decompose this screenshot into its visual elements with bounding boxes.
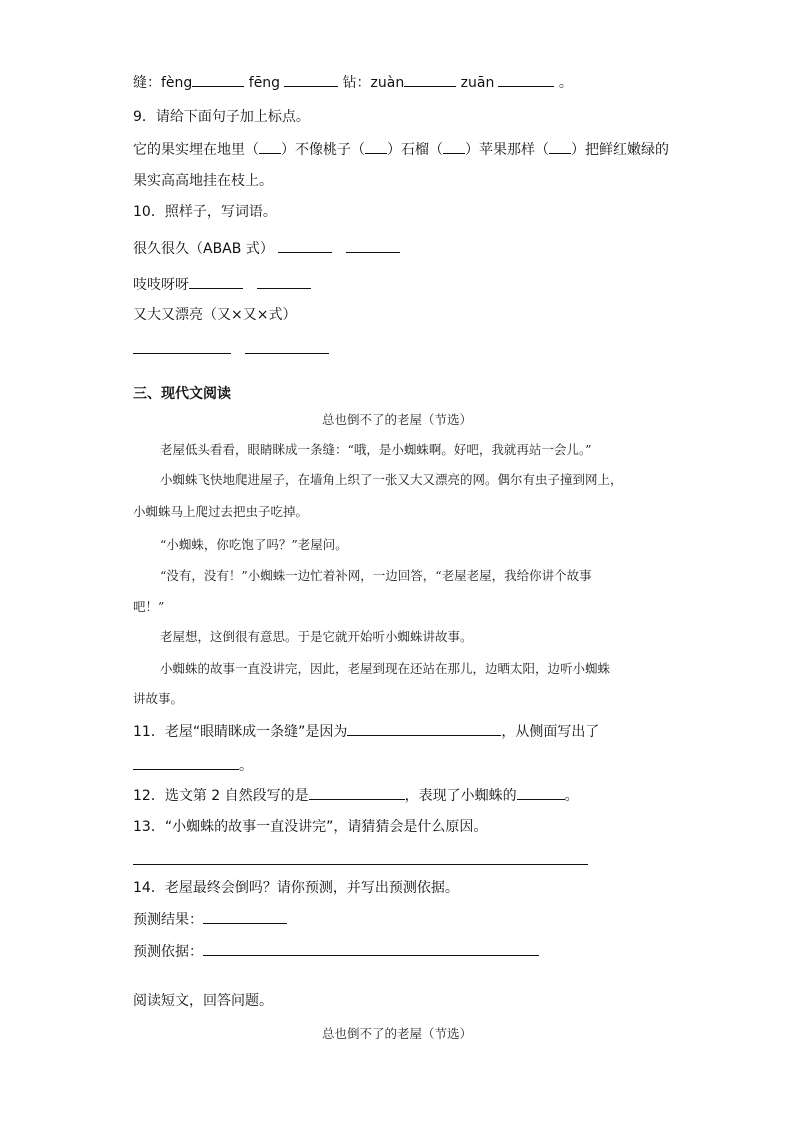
paren: ）: [387, 142, 401, 158]
question-text: ，从侧面写出了: [501, 724, 600, 740]
answer-blank[interactable]: [203, 909, 287, 924]
answer-blank[interactable]: [309, 785, 405, 800]
passage-paragraph: 小蜘蛛马上爬过去把虫子吃掉。: [133, 504, 309, 519]
sentence-part: 苹果那样: [479, 142, 535, 158]
end-punct: 。: [564, 788, 579, 804]
prediction-basis-label: 预测依据：: [133, 944, 203, 960]
question-9-sentence-cont: 果实高高地挂在枝上。: [133, 173, 273, 189]
sentence-part: 不像桃子: [295, 142, 351, 158]
punct-blank[interactable]: [443, 139, 465, 154]
punct-blank[interactable]: [259, 139, 281, 154]
reading-title: 总也倒不了的老屋（节选）: [321, 1026, 472, 1041]
answer-blank[interactable]: [517, 785, 565, 800]
prediction-basis-line: [133, 941, 539, 962]
answer-blank[interactable]: [133, 755, 239, 770]
example-abab: [133, 238, 400, 259]
passage-paragraph: “没有，没有！”小蜘蛛一边忙着补网，一边回答，“老屋老屋，我给你讲个故事: [160, 568, 592, 583]
end-punct: 。: [558, 75, 573, 91]
sentence-part: 把鲜红嫩绿的: [585, 142, 669, 158]
example-youyou: 又大又漂亮（又×又×式）: [133, 307, 297, 323]
passage-paragraph: 小蜘蛛飞快地爬进屋子，在墙角上织了一张又大又漂亮的网。偶尔有虫子撞到网上，: [160, 472, 623, 487]
answer-blank[interactable]: [245, 339, 329, 354]
question-9-sentence: [133, 139, 669, 160]
passage-paragraph: 吧！”: [133, 599, 165, 614]
example-youyou-answers: [133, 339, 329, 360]
passage-paragraph: 老屋低头看看，眼睛眯成一条缝：“哦，是小蜘蛛啊。好吧，我就再站一会儿。”: [160, 442, 592, 457]
example-aabb: [133, 274, 311, 295]
answer-blank[interactable]: [203, 941, 539, 956]
punct-blank[interactable]: [549, 139, 571, 154]
paren: ）: [281, 142, 295, 158]
paren: ）: [571, 142, 585, 158]
passage-title: 总也倒不了的老屋（节选）: [321, 412, 472, 427]
zuan-pinyin-2: zuān: [460, 75, 495, 91]
feng-pinyin-2: fēng: [248, 75, 281, 91]
question-11-cont: [133, 755, 253, 776]
prediction-result-label: 预测结果：: [133, 912, 203, 928]
question-9-title: 9．请给下面句子加上标点。: [133, 109, 310, 125]
sentence-part: 石榴: [401, 142, 429, 158]
answer-blank[interactable]: [189, 274, 243, 289]
prediction-result-line: [133, 909, 287, 930]
sentence-part: 它的果实埋在地里: [133, 142, 245, 158]
answer-blank[interactable]: [284, 72, 338, 87]
example-word: 很久很久（ABAB 式）: [133, 241, 274, 257]
passage-paragraph: 小蜘蛛的故事一直没讲完，因此，老屋到现在还站在那儿，边晒太阳，边听小蜘蛛: [160, 661, 611, 676]
answer-blank[interactable]: [257, 274, 311, 289]
paren: （: [351, 142, 365, 158]
question-14: 14．老屋最终会倒吗？请你预测，并写出预测依据。: [133, 880, 459, 896]
passage-paragraph: “小蜘蛛，你吃饱了吗？”老屋问。: [160, 537, 348, 552]
feng-label: 缝：fèng: [133, 75, 193, 91]
paren: （: [245, 142, 259, 158]
answer-blank[interactable]: [498, 72, 554, 87]
pinyin-line: [133, 72, 573, 93]
question-text: 12．选文第 2 自然段写的是: [133, 788, 309, 804]
end-punct: 。: [239, 758, 253, 774]
punct-blank[interactable]: [365, 139, 387, 154]
example-word: 吱吱呀呀: [133, 277, 189, 293]
question-text: ，表现了小蜘蛛的: [404, 788, 517, 804]
answer-blank[interactable]: [278, 238, 332, 253]
paren: （: [535, 142, 549, 158]
question-10-title: 10．照样子，写词语。: [133, 204, 277, 220]
answer-blank[interactable]: [133, 850, 588, 865]
question-11: [133, 721, 599, 742]
answer-blank[interactable]: [347, 721, 501, 736]
paren: ）: [465, 142, 479, 158]
question-13-answer: [133, 850, 588, 871]
section-heading: 三、现代文阅读: [133, 386, 231, 402]
paren: （: [429, 142, 443, 158]
answer-blank[interactable]: [346, 238, 400, 253]
zuan-label: 钻：zuàn: [342, 75, 405, 91]
passage-paragraph: 讲故事。: [133, 691, 184, 706]
question-12: [133, 785, 579, 806]
question-text: 11．老屋“眼睛眯成一条缝”是因为: [133, 724, 348, 740]
answer-blank[interactable]: [192, 72, 244, 87]
answer-blank[interactable]: [133, 339, 231, 354]
question-13: 13．“小蜘蛛的故事一直没讲完”，请猜猜会是什么原因。: [133, 819, 488, 835]
reading-instruction: 阅读短文，回答问题。: [133, 993, 273, 1009]
passage-paragraph: 老屋想，这倒很有意思。于是它就开始听小蜘蛛讲故事。: [160, 629, 473, 644]
answer-blank[interactable]: [404, 72, 456, 87]
